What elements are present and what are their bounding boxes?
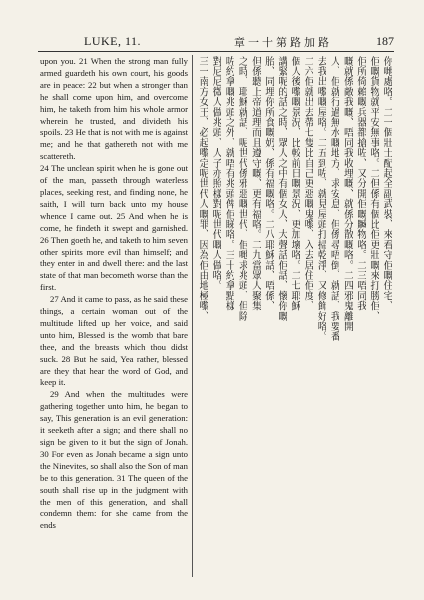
column-divider [192, 55, 193, 577]
chinese-line: 去我出嚟嘅屋咯。二五到咗、就見屋頭打掃乾淨、又修飾好咯。 [315, 56, 327, 342]
chinese-line: 之時、耶穌就話、呢世代係邪惡嘅世代、佢哋求兆頭、但除 [236, 56, 248, 322]
chinese-line: 人、佢就行過無水嘅地方、求安息、但係尋唔倒、就話、我要番 [328, 56, 340, 342]
english-paragraph: upon you. 21 When the strong man fully armed guardeth his own court, his goods are in peace: 22 but when a stronger than he shall come upon him, and overcome him, he taketh from him his whole armor wherein he trusted, and divideth his spoils. 23 He that is not with me is against me; and he that gathereth not with me scattereth. [40, 56, 188, 162]
page-number: 187 [376, 34, 394, 48]
book-chapter-heading: LUKE, 11. [84, 34, 142, 48]
english-paragraph: 24 The unclean spirit when he is gone out of the man, passeth through waterless places, seeking rest, and finding none, he saith, I will turn back unto my house whence I came out. 25 And when he is come, he findeth it swept and garnished. 26 Then goeth he, and taketh to him seven other spirits more evil than himself; and they enter in and dwell there: and the last state of that man becometh worse than the first. [40, 163, 188, 293]
header-rule [38, 51, 394, 52]
chinese-line: 咗約拿嘅兆頭之外、就唔有兆頭俾佢睇咯。三十約拿點樣 [223, 56, 235, 311]
chinese-line: 胎、同埋你所食嘅奶、係有福嘅咯。二八耶穌話、唔係、 [262, 56, 274, 311]
chinese-running-head: 章一十第路加路 [234, 36, 332, 49]
chinese-line: 講緊呢的話之時、眾人之中有個女人、大聲話佢話、懷你嘅 [275, 56, 287, 322]
chinese-line: 嘅就係敵我嘅、唔同我收埋嘅、就係分散嘅咯。二四邪鬼離開 [341, 56, 353, 332]
chinese-line: 二六佢就出去帶七隻比自己更惡嘅鬼嚟、入去居住佢度、 [302, 56, 314, 311]
chinese-line: 你哋處咯。二一個壯士配起全副武裝、來看守佢嘅住宅、 [380, 56, 392, 311]
chinese-text-column [196, 56, 392, 576]
chinese-line: 佢所倚賴嘅兵器都搶咗、又分開佢嘅贓物咯。二三唔同我 [354, 56, 366, 311]
chinese-line: 佢嘅貨物就平安無事咯。二但係有個比佢更壯嘅來打勝佢、 [367, 56, 379, 322]
chinese-line: 對尼尼微人做兆頭、人子亦照樣對呢世代嘅人做咯。 [210, 56, 222, 291]
chinese-line: 個人後嚟嘅景況、比較前日嘅景況、更加壞咯。二七耶穌 [288, 56, 300, 311]
chinese-line: 三一南方女王、必起嚟定呢世代人嘅罪、因為佢由地極嚟、 [197, 56, 208, 322]
english-paragraph: 27 And it came to pass, as he said these things, a certain woman out of the multitude lifted up her voice, and said unto him, Blessed is the womb that bare thee, and the breasts which thou didst suck. 28 But he said, Yea rather, blessed are they that hear the word of God, and keep it. [40, 294, 188, 388]
page-header [38, 32, 394, 50]
english-text-column [40, 56, 188, 576]
english-paragraph: 29 And when the multitudes were gathering together unto him, he began to say, This generation is an evil generation: it seeketh after a sign; and there shall no sign be given to it but the sign of Jonah. 30 For even as Jonah became a sign unto the Ninevites, so shall also the Son of man be to this generation. 31 The queen of the south shall rise up in the judgment with the men of this generation, and shall condemn them: for she came from the ends [40, 389, 188, 531]
chinese-line: 但係聽上帝道理而且遵守嘅、更有福咯。二九當眾人聚集 [249, 56, 261, 311]
